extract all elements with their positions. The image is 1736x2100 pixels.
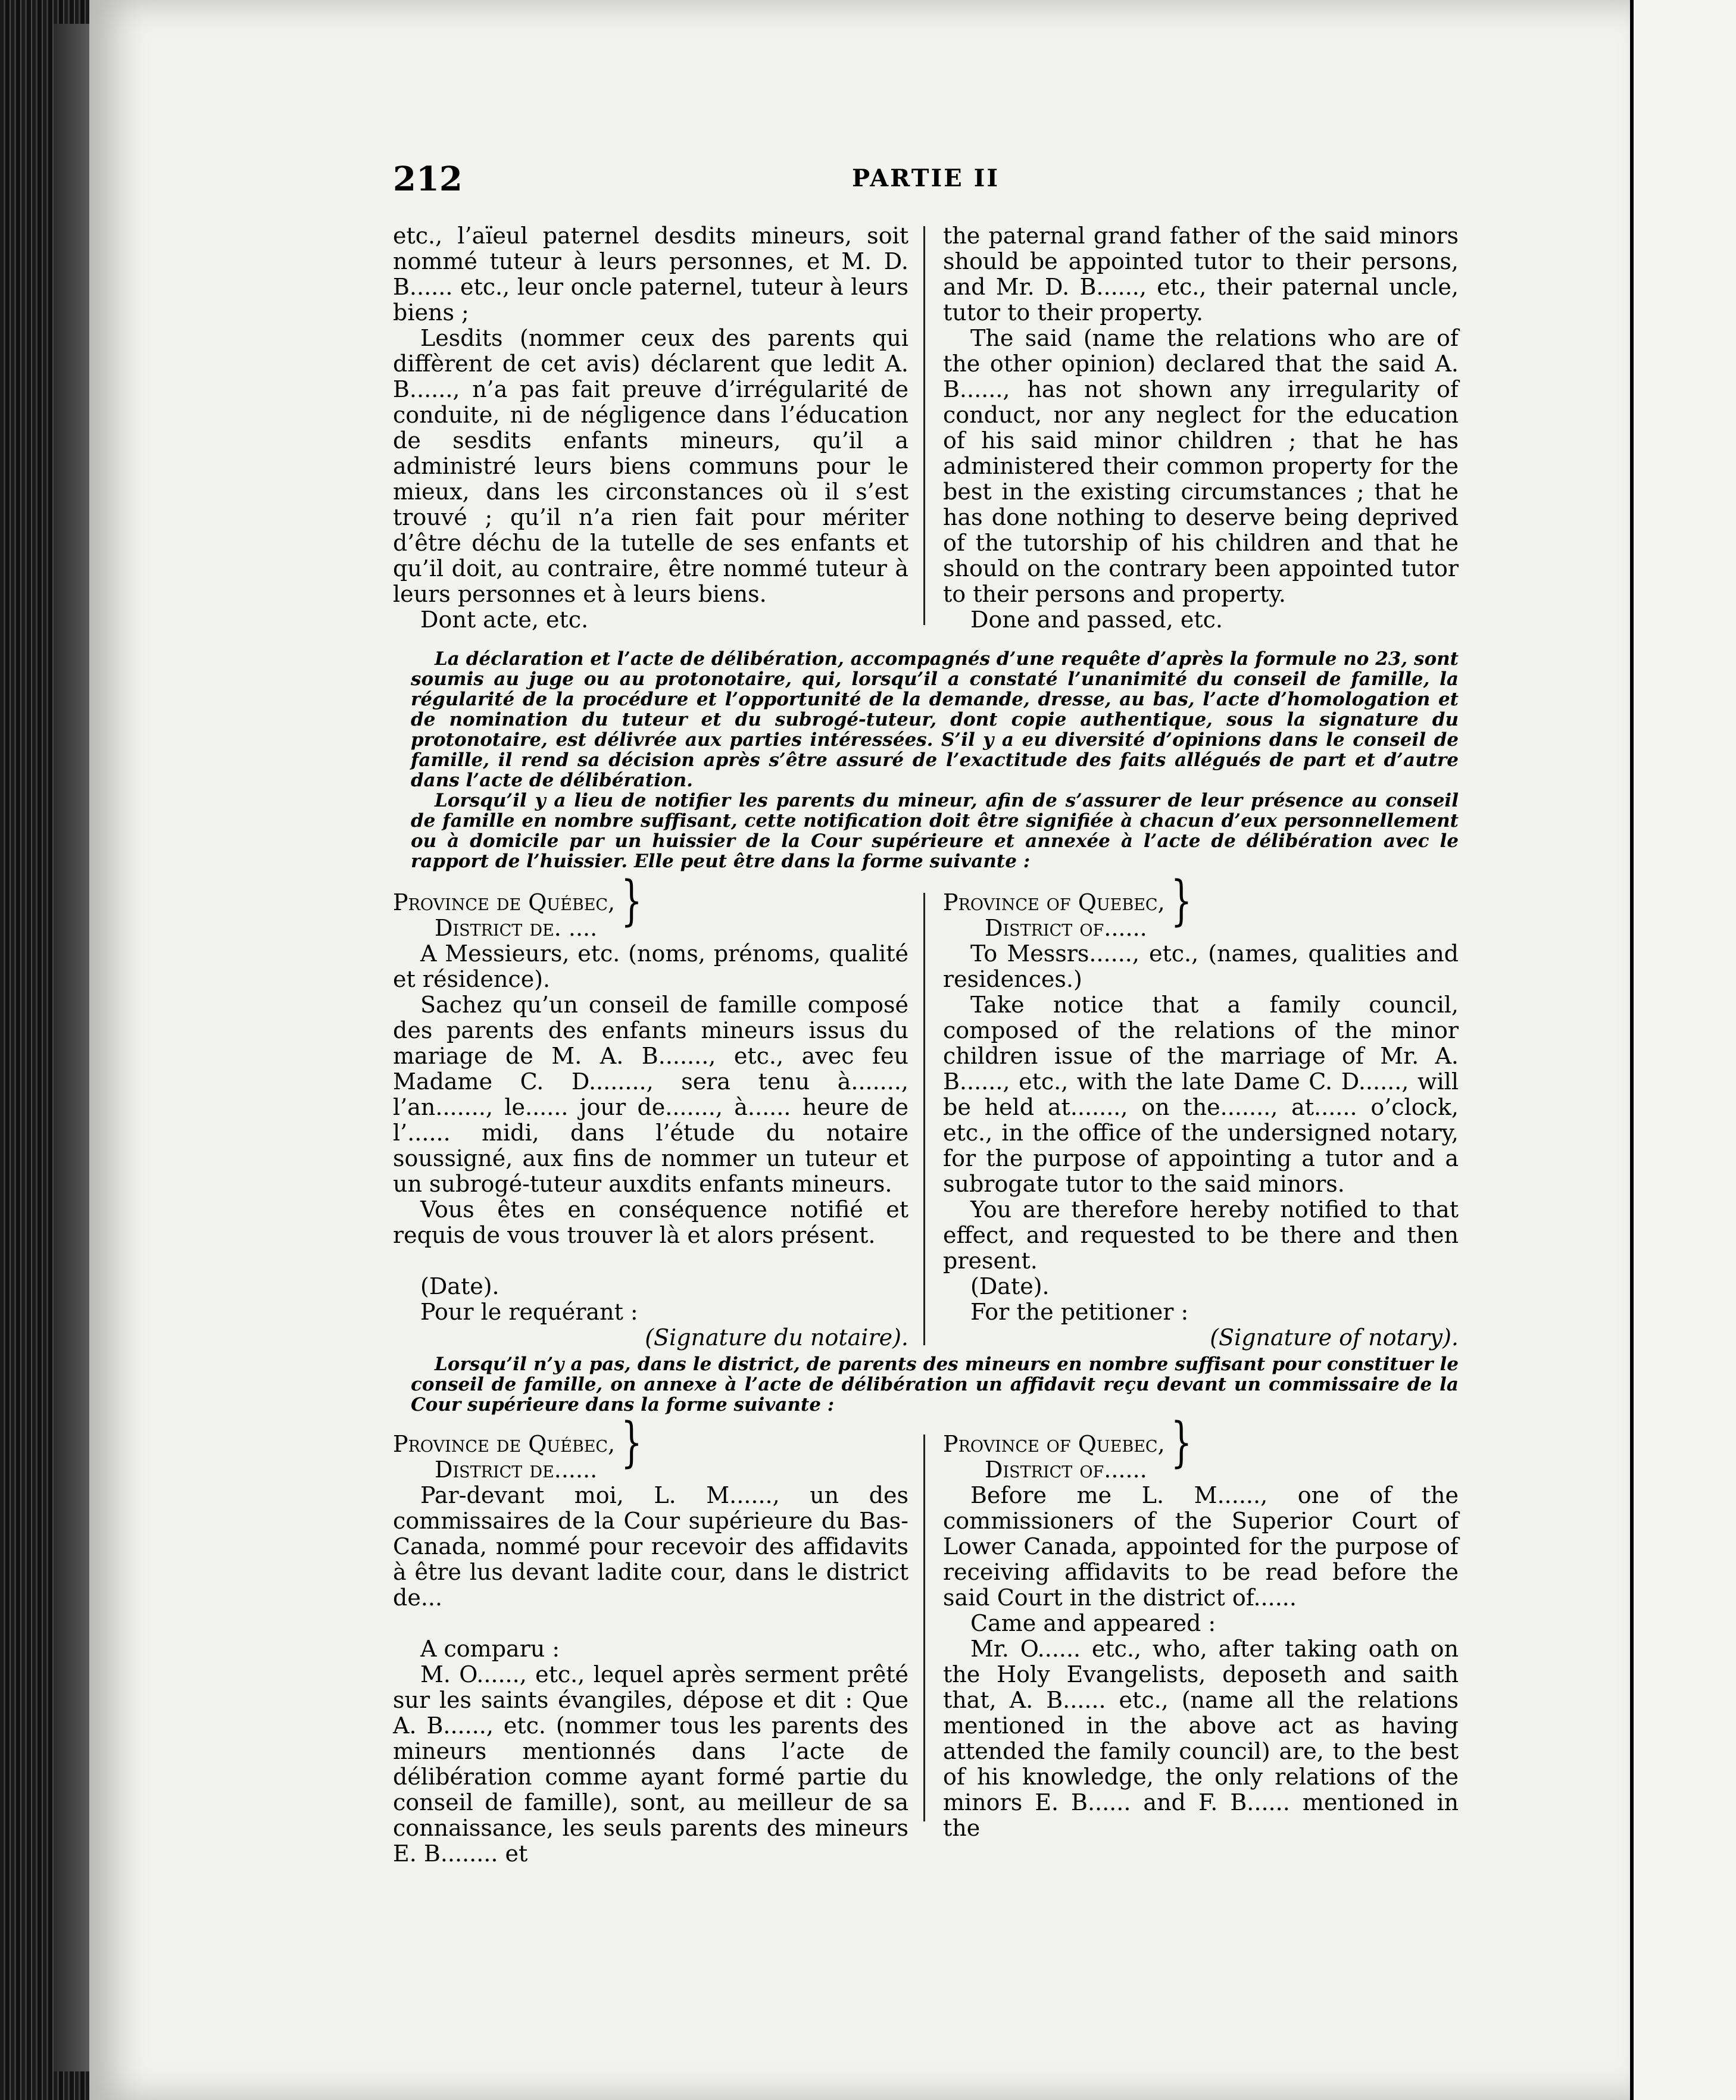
paragraph: Came and appeared : (970, 1610, 1216, 1636)
paragraph: For the petitioner : (970, 1299, 1189, 1325)
paragraph: Dont acte, etc. (420, 607, 589, 633)
paragraph: etc., l’aïeul paternel desdits mineurs, soit nommé tuteur à leurs personnes, et M. D. B...... etc., leur oncle paternel, tuteur à leurs biens ; (393, 223, 908, 326)
note-paragraph: Lorsqu’il n’y a pas, dans le district, de parents des mineurs en nombre suffisant pour constituer le conseil de famille, on annexe à l’acte de délibération un affidavit reçu devant un commissaire de la Cour supérieure dans la forme suivante : (411, 1354, 1459, 1415)
paragraph: Vous êtes en conséquence notifié et requis de vous trouver là et alors présent. (393, 1196, 908, 1248)
brace-icon: } (1170, 870, 1192, 933)
part-title: PARTIE II (851, 164, 1000, 192)
column-rule (923, 893, 925, 1345)
form-heading: Province de Québec, } District de...... (393, 1412, 642, 1483)
form-heading: Province of Quebec, } District of...... (943, 870, 1192, 941)
form-heading: Province de Québec, } District de. .... (393, 870, 642, 941)
date-line: (Date). (970, 1273, 1050, 1299)
form-heading: Province of Quebec, } District of...... (943, 1412, 1192, 1483)
brace-icon: } (621, 1412, 642, 1474)
paragraph: Par-devant moi, L. M......, un des commissaires de la Cour supérieure du Bas-Canada, nommé pour recevoir des affidavits à être lus devant ladite cour, dans le district de... (393, 1482, 908, 1611)
paragraph: To Messrs......, etc., (names, qualities and residences.) (943, 940, 1459, 992)
block-2 (393, 870, 1459, 1351)
paragraph: Take notice that a family council, composed of the relations of the minor children issue of the marriage of Mr. A. B......, etc., with the late Dame C. D......, will be held at......., on the......., at...... o’clock, etc., in the office of the undersigned notary, for the purpose of appointing a tutor and a subrogate tutor to the said minors. (943, 992, 1459, 1197)
paragraph: Before me L. M......, one of the commissioners of the Superior Court of Lower Canada, appointed for the purpose of receiving affidavits to be read before the said Court in the district of...... (943, 1482, 1459, 1611)
paragraph: A Messieurs, etc. (noms, prénoms, qualité et résidence). (393, 940, 908, 992)
paragraph: Lesdits (nommer ceux des parents qui diffèrent de cet avis) déclarent que ledit A. B......, n’a pas fait preuve d’irrégularité de conduite, ni de négligence dans l’éducation de sesdits enfants mineurs, qu’il a administré leurs biens communs pour le mieux, dans les circonstances où il s’est trouvé ; qu’il n’a rien fait pour mériter d’être déchu de la tutelle de ses enfants et qu’il doit, au contraire, être nommé tuteur à leurs personnes et à leurs biens. (393, 325, 908, 607)
next-page-edge (1630, 0, 1736, 2100)
paragraph: Sachez qu’un conseil de famille composé des parents des enfants mineurs issus du mariage de M. A. B......., etc., avec feu Madame C. D........, sera tenu à......., l’an......., le...... jour de......., à...... heure de l’...... midi, dans l’étude du notaire soussigné, aux fins de nommer un tuteur et un subrogé-tuteur auxdits enfants mineurs. (393, 992, 908, 1197)
instruction-note-1 (411, 649, 1459, 871)
block-1 (393, 223, 1459, 633)
block-3-french (393, 1412, 908, 1867)
brace-icon: } (1170, 1412, 1192, 1474)
paragraph: The said (name the relations who are of the other opinion) declared that the said A. B......, has not shown any irregularity of conduct, nor any neglect for the education of his said minor children ; that he has administered their common property for the best in the existing circumstances ; that he has done nothing to deserve being deprived of the tutorship of his children and that he should on the contrary been appointed tutor to their persons and property. (943, 325, 1459, 607)
signature-line: (Signature du notaire). (645, 1324, 908, 1351)
paragraph: You are therefore hereby notified to that effect, and requested to be there and then present. (943, 1196, 1459, 1274)
paragraph: Pour le requérant : (420, 1299, 638, 1325)
block-2-english (943, 870, 1459, 1351)
note-paragraph: La déclaration et l’acte de délibération, accompagnés d’une requête d’après la formule no 23, sont soumis au juge ou au protonotaire, qui, lorsqu’il a constaté l’unanimité du conseil de famille, la régularité de la procédure et l’opportunité de la demande, dresse, au bas, l’acte d’homologation et de nomination du tuteur et du subrogé-tuteur, dont copie authentique, sous la signature du protonotaire, est délivrée aux parties intéressées. S’il y a eu diversité d’opinions dans le conseil de famille, il rend sa décision après s’être assuré de l’exactitude des faits allégués de part et d’autre dans l’acte de délibération. (411, 648, 1459, 791)
column-rule (923, 226, 925, 625)
note-paragraph: Lorsqu’il y a lieu de notifier les parents du mineur, afin de s’assurer de leur présence au conseil de famille en nombre suffisant, cette notification doit être signifiée à chacun d’eux personnellement ou à domicile par un huissier de la Cour supérieure et annexée à l’acte de délibération avec le rapport de l’huissier. Elle peut être dans la forme suivante : (411, 790, 1459, 872)
column-rule (923, 1435, 925, 1821)
paragraph: A comparu : (420, 1636, 560, 1662)
paragraph: Mr. O...... etc., who, after taking oath on the Holy Evangelists, deposeth and saith that, A. B...... etc., (name all the relations mentioned in the above act as having attended the family council) are, to the best of his knowledge, the only relations of the minors E. B...... and F. B...... mentioned in the (943, 1636, 1459, 1841)
block-1-french (393, 223, 908, 633)
paragraph: the paternal grand father of the said minors should be appointed tutor to their persons, and Mr. D. B......, etc., their paternal uncle, tutor to their property. (943, 223, 1459, 326)
page-number: 212 (393, 160, 463, 199)
block-3-english (943, 1412, 1459, 1867)
brace-icon: } (621, 870, 642, 933)
paragraph: M. O......, etc., lequel après serment prêté sur les saints évangiles, dépose et dit : Que A. B......, etc. (nommer tous les parents des mineurs mentionnés dans l’acte de délibération comme ayant formé partie du conseil de famille), sont, au meilleur de sa connaissance, les seuls parents des mineurs E. B........ et (393, 1661, 908, 1867)
block-2-french (393, 870, 908, 1351)
block-3 (393, 1412, 1459, 1867)
instruction-note-2 (411, 1354, 1459, 1415)
signature-line: (Signature of notary). (1210, 1324, 1459, 1351)
running-head (393, 160, 1459, 201)
paragraph: Done and passed, etc. (970, 607, 1223, 633)
date-line: (Date). (420, 1273, 499, 1299)
block-1-english (943, 223, 1459, 633)
